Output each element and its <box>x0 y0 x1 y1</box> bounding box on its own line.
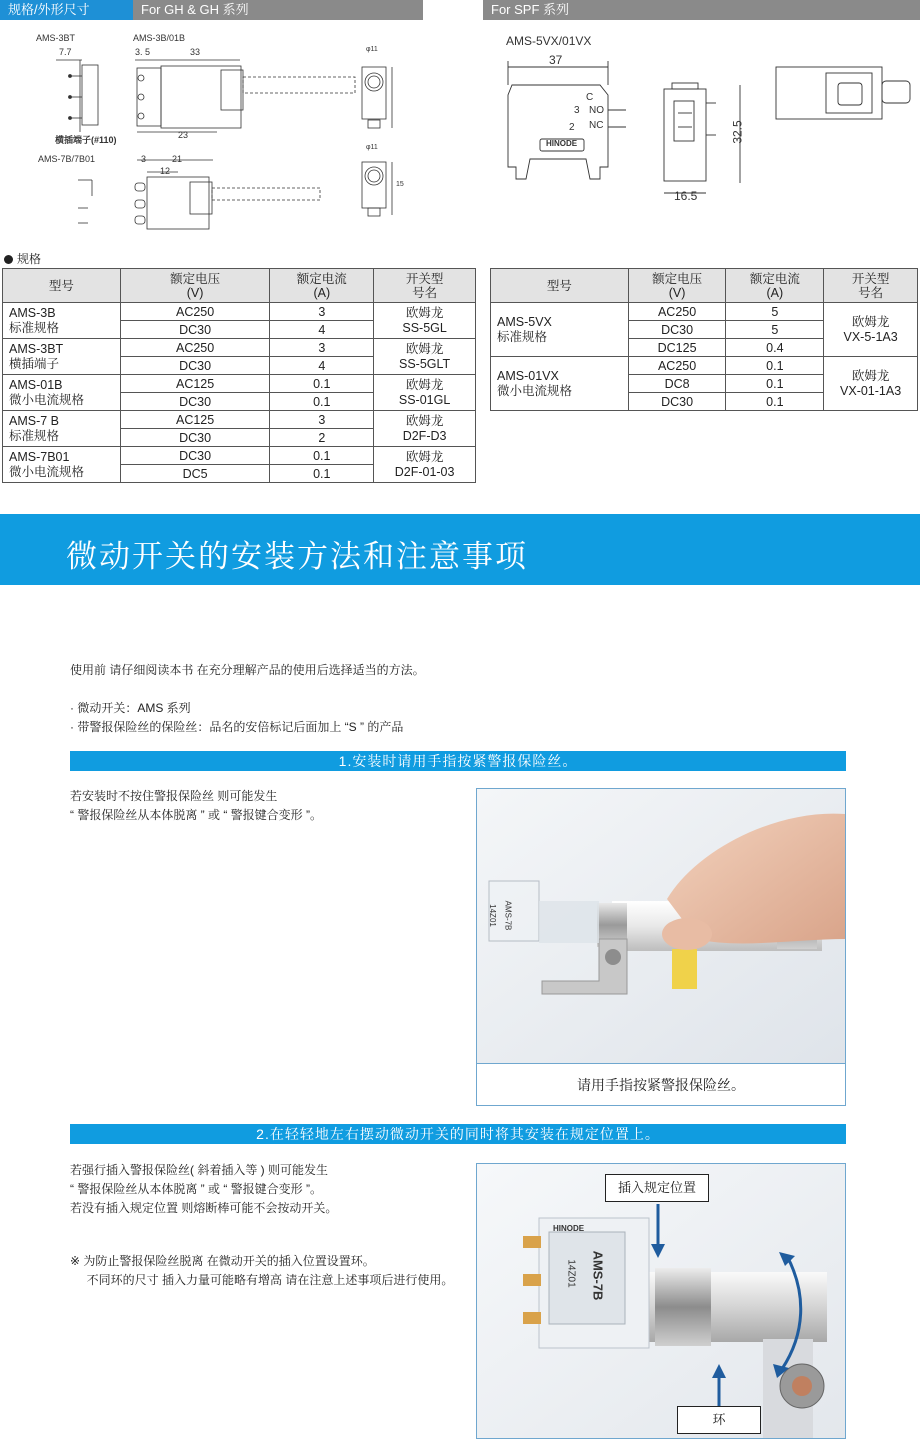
section-1-title: 1.安装时请用手指按紧警报保险丝。 <box>70 751 846 771</box>
current-cell: 0.1 <box>726 393 824 411</box>
current-cell: 5 <box>726 321 824 339</box>
current-cell: 4 <box>270 321 374 339</box>
gh-table-model-1: AMS-3BT 横插端子 <box>3 339 121 375</box>
voltage-cell: DC5 <box>120 465 270 483</box>
gh-table-header-0: 型号 <box>3 269 121 303</box>
current-cell: 0.1 <box>726 375 824 393</box>
section-2-switch-label: AMS-7B <box>590 1250 606 1301</box>
section-2-brand: HINODE <box>553 1224 585 1233</box>
voltage-cell: AC250 <box>628 357 726 375</box>
voltage-cell: DC30 <box>628 393 726 411</box>
installation-banner <box>0 514 920 585</box>
spf-table-header-1: 额定电压 (V) <box>628 269 726 303</box>
section-2-photo-frame <box>476 1163 846 1439</box>
spf-table-header-2: 额定电流 (A) <box>726 269 824 303</box>
intro-line-1: 使用前 请仔细阅读本书 在充分理解产品的使用后选择适当的方法。 <box>70 663 425 677</box>
dim-15: 15 <box>396 181 404 188</box>
section-2-switch-code: 14Z01 <box>565 1259 577 1288</box>
dim-33: 33 <box>190 47 201 57</box>
gh-table-switch-3: 欧姆龙 D2F-D3 <box>374 411 476 447</box>
dim-32-5: 32.5 <box>730 120 745 144</box>
drawing-label-ams3bt: AMS-3BT <box>36 33 76 43</box>
banner-title: 微动开关的安装方法和注意事项 <box>66 539 528 574</box>
table-row <box>3 447 476 465</box>
section-1-text-2: “ 警报保险丝从本体脱离 ” 或 “ 警报键合变形 ”。 <box>70 808 322 822</box>
dim-37: 37 <box>549 53 563 67</box>
gh-table-switch-4: 欧姆龙 D2F-01-03 <box>374 447 476 483</box>
dim-21: 21 <box>172 154 183 164</box>
hinode-brand-mark: HINODE <box>546 139 578 148</box>
voltage-cell: DC30 <box>120 321 270 339</box>
table-row <box>491 303 918 321</box>
header-spf-series: For SPF 系列 <box>483 0 920 20</box>
current-cell: 3 <box>270 339 374 357</box>
voltage-cell: DC8 <box>628 375 726 393</box>
table-row <box>3 411 476 429</box>
current-cell: 0.1 <box>270 465 374 483</box>
dim-phi11-a: φ11 <box>366 46 378 53</box>
spec-table-spf <box>490 268 918 411</box>
callout-ring: 环 <box>677 1406 761 1434</box>
dim-16-5: 16.5 <box>674 189 698 203</box>
gh-table-switch-2: 欧姆龙 SS-01GL <box>374 375 476 411</box>
voltage-cell: AC250 <box>120 339 270 357</box>
gh-table-header-3: 开关型 号名 <box>374 269 476 303</box>
pin-nc-label: NC <box>589 120 604 131</box>
table-row <box>491 357 918 375</box>
section-2-text-1: 若强行插入警报保险丝( 斜着插入等 ) 则可能发生 <box>70 1163 328 1177</box>
spf-table-header-row <box>491 269 918 303</box>
current-cell: 3 <box>270 303 374 321</box>
drawing-label-ams3b01b: AMS-3B/01B <box>133 33 186 43</box>
section-1-caption: 请用手指按紧警报保险丝。 <box>477 1063 845 1105</box>
switch-install-photo <box>477 1164 845 1438</box>
current-cell: 0.4 <box>726 339 824 357</box>
intro-line-3: · 带警报保险丝的保险丝：品名的安倍标记后面加上 “S ” 的产品 <box>70 720 404 734</box>
section-2-text-3: 若没有插入规定位置 则熔断棒可能不会按动开关。 <box>70 1201 338 1215</box>
current-cell: 4 <box>270 357 374 375</box>
voltage-cell: AC125 <box>120 375 270 393</box>
spf-table-model-0: AMS-5VX 标准规格 <box>491 303 629 357</box>
voltage-cell: DC30 <box>628 321 726 339</box>
top-header-bar <box>0 0 920 20</box>
gh-table-header-row <box>3 269 476 303</box>
pin-no-label: NO <box>589 105 604 116</box>
section-2-title: 2.在轻轻地左右摆动微动开关的同时将其安装在规定位置上。 <box>70 1124 846 1144</box>
current-cell: 5 <box>726 303 824 321</box>
spf-table-switch-0: 欧姆龙 VX-5-1A3 <box>824 303 918 357</box>
gh-table-switch-0: 欧姆龙 SS-5GL <box>374 303 476 339</box>
voltage-cell: AC250 <box>120 303 270 321</box>
dim-7-7: 7.7 <box>59 47 72 57</box>
gh-table-model-0: AMS-3B 标准规格 <box>3 303 121 339</box>
dim-3-5: 3. 5 <box>135 47 151 57</box>
drawing-label-ams7b: AMS-7B/7B01 <box>38 154 96 164</box>
spf-series-drawings <box>500 55 920 215</box>
header-gh-series: For GH & GH 系列 <box>133 0 423 20</box>
voltage-cell: DC30 <box>120 447 270 465</box>
cross-terminal-label: 横插端子(#110) <box>55 135 117 145</box>
current-cell: 0.1 <box>726 357 824 375</box>
section-1-photo-frame <box>476 788 846 1106</box>
gh-table-model-2: AMS-01B 微小电流规格 <box>3 375 121 411</box>
voltage-cell: DC30 <box>120 429 270 447</box>
intro-line-2: · 微动开关：AMS 系列 <box>70 701 191 715</box>
table-row <box>3 375 476 393</box>
section-1-switch-code: 14Z01 <box>487 904 497 927</box>
voltage-cell: DC30 <box>120 393 270 411</box>
spf-table-header-0: 型号 <box>491 269 629 303</box>
voltage-cell: AC125 <box>120 411 270 429</box>
table-row <box>3 303 476 321</box>
current-cell: 2 <box>270 429 374 447</box>
spf-table-switch-1: 欧姆龙 VX-01-1A3 <box>824 357 918 411</box>
pin-3-label: 3 <box>574 105 580 116</box>
current-cell: 0.1 <box>270 375 374 393</box>
gh-table-switch-1: 欧姆龙 SS-5GLT <box>374 339 476 375</box>
voltage-cell: DC30 <box>120 357 270 375</box>
table-row <box>3 339 476 357</box>
section-1-text-1: 若安装时不按住警报保险丝 则可能发生 <box>70 789 278 803</box>
section-2-text-2: “ 警报保险丝从本体脱离 ” 或 “ 警报键合变形 ”。 <box>70 1182 322 1196</box>
callout-insert-position: 插入规定位置 <box>605 1174 709 1202</box>
dim-23: 23 <box>178 130 189 140</box>
voltage-cell: AC250 <box>628 303 726 321</box>
dim-12: 12 <box>160 166 171 176</box>
dim-3: 3 <box>141 154 147 164</box>
gh-table-header-1: 额定电压 (V) <box>120 269 270 303</box>
spf-table-model-1: AMS-01VX 微小电流规格 <box>491 357 629 411</box>
dim-phi11-b: φ11 <box>366 144 378 151</box>
bullet-dot <box>4 255 13 264</box>
gh-table-model-4: AMS-7B01 微小电流规格 <box>3 447 121 483</box>
section-2-note-2: 不同环的尺寸 插入力量可能略有增高 请在注意上述事项后进行使用。 <box>70 1273 454 1287</box>
spf-table-header-3: 开关型 号名 <box>824 269 918 303</box>
fuse-press-photo <box>477 789 845 1063</box>
drawing-label-ams5vx: AMS-5VX/01VX <box>506 34 592 48</box>
gh-series-drawings <box>30 40 430 240</box>
section-1-switch-label: AMS-7B <box>503 900 513 931</box>
gh-table-header-2: 额定电流 (A) <box>270 269 374 303</box>
voltage-cell: DC125 <box>628 339 726 357</box>
gh-table-model-3: AMS-7 B 标准规格 <box>3 411 121 447</box>
current-cell: 0.1 <box>270 447 374 465</box>
current-cell: 0.1 <box>270 393 374 411</box>
pin-2-label: 2 <box>569 122 575 133</box>
spec-table-gh <box>2 268 476 483</box>
section-2-note-1: ※ 为防止警报保险丝脱离 在微动开关的插入位置设置环。 <box>70 1254 375 1268</box>
header-spec-label: 规格/外形尺寸 <box>0 0 133 20</box>
current-cell: 3 <box>270 411 374 429</box>
specs-section-title: 规格 <box>4 250 41 267</box>
pin-c-label: C <box>586 92 594 103</box>
